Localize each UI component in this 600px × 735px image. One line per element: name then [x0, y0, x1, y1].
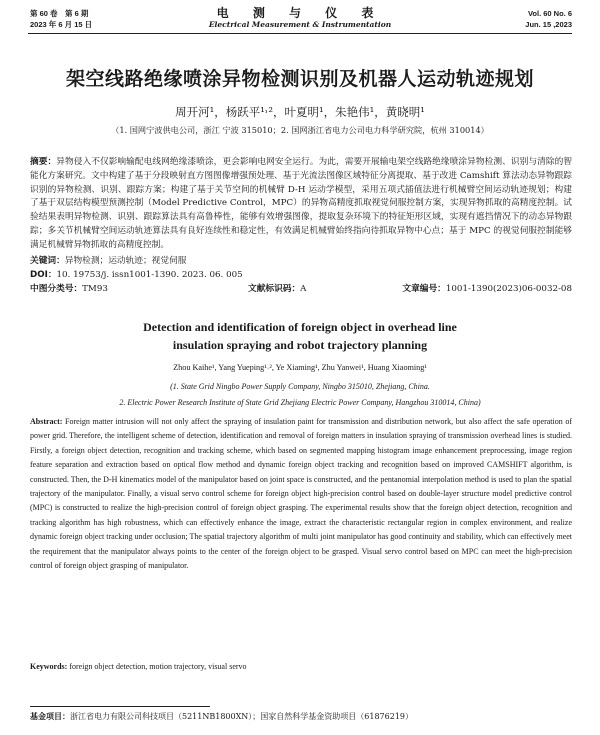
paper-title-cn: 架空线路绝缘喷涂异物检测识别及机器人运动轨迹规划 [65, 68, 534, 90]
affiliation-en-line2: 2. Electric Power Research Institute of State Grid Zhejiang Electric Power Company, Hangzhou 310014, China) [119, 398, 481, 407]
keywords-en [30, 661, 572, 673]
doi [30, 269, 243, 281]
class-number [30, 283, 108, 295]
document-code-label: 文献标识码： [248, 284, 301, 294]
article-number [402, 283, 572, 295]
abstract-en [30, 415, 572, 573]
paper-title-en-line2: insulation spraying and robot trajectory planning [172, 338, 428, 352]
authors-cn: 周开河¹，杨跃平¹˒²，叶夏明¹，朱艳伟¹，黄晓明¹ [175, 105, 425, 119]
article-number-label: 文章编号： [402, 284, 446, 294]
affiliation-en [28, 379, 572, 411]
journal-title-en: Electrical Measurement & Instrumentation [208, 20, 392, 29]
keywords-cn [30, 255, 572, 267]
funding-label: 基金项目： [30, 712, 70, 721]
keywords-en-label: Keywords: [30, 662, 68, 671]
abstract-cn [30, 156, 572, 253]
keywords-cn-label: 关键词： [30, 256, 65, 266]
keywords-cn-text: 异物检测；运动轨迹；视觉伺服 [64, 256, 187, 266]
paper-title-en-line1: Detection and identification of foreign object in overhead line [143, 320, 457, 334]
article-number-value: 1001-1390(2023)06-0032-08 [445, 284, 572, 294]
doi-label: DOI： [30, 270, 57, 280]
header-volume-en [525, 8, 572, 30]
header-volume-issue: 第 60 卷 第 6 期 [30, 9, 89, 18]
header-divider [28, 33, 572, 34]
document-code [248, 283, 306, 295]
abstract-cn-text: 异物侵入不仅影响输配电线网绝缘漆喷涂，更会影响电网安全运行。为此，需要开展输电架空线路绝缘喷涂异物检测、识别与清除的智能化方案研究。文中构建了基于分段映射直方图图像增强预处理、基于光流法图像区域特征分离提取、基于改进 Camshift 算法动态异物跟踪识别的异物检测、识别、跟踪方案；构建了基于关节空间的机械臂 D-H 运动学模型，采用五项式插值法进行机械臂空间运动轨迹规划；构建了基于双层结构模型预测控制（Model Predictive Control，MPC）的异物高精度抓取视觉伺服控制方案，实现异物抓取的高精度控制。试验结果表明异物检测、识别、跟踪算法具有高鲁棒性，能够有效增强图像，提取复杂环境下的特征矩形区域，实现有遮挡情况下的动态异物跟踪；多关节机械臂空间运动轨迹算法具有良好连续性和稳定性，有效满足机械臂始终指向待抓取异物中心点；基于 MPC 的视觉伺服控制能够满足机械臂异物抓取的高精度控制。 [30, 157, 573, 250]
class-number-label: 中图分类号： [30, 284, 83, 294]
affiliation-en-line1: (1. State Grid Ningbo Power Supply Company, Ningbo 315010, Zhejiang, China. [170, 382, 430, 391]
footnote-divider [30, 706, 210, 707]
abstract-en-label: Abstract: [30, 417, 63, 426]
document-code-value: A [300, 284, 307, 294]
authors-en: Zhou Kaihe¹, Yang Yueping¹˒², Ye Xiaming¹, Zhu Yanwei¹, Huang Xiaoming¹ [173, 363, 427, 372]
header-date-cn: 2023 年 6 月 15 日 [30, 20, 93, 29]
doi-value: 10. 19753/j. issn1001-1390. 2023. 06. 005 [56, 270, 243, 280]
header-volume-issue-en: Vol. 60 No. 6 [527, 9, 572, 18]
header-date-en: Jun. 15 ,2023 [525, 20, 572, 29]
class-number-value: TM93 [82, 284, 108, 294]
abstract-en-text: Foreign matter intrusion will not only affect the spraying of insulation paint for transmission and distribution network, but also affect the safe operation of power grid. Therefore, the intelligent scheme of detection, identification and removal of foreign matters in insulation spraying of transmission overhead lines is studied. Firstly, a foreign object detection, recognition and tracking scheme, which based on segmented mapping histogram image enhancement preprocessing, image region feature separation and extraction based on optical flow method and dynamic foreign object tracking and recognition based on improved CAMSHIFT algorithm, is constructed. Then, the D-H kinematics model of the manipulator based on joint space is constructed, and the pentanomial interpolation method is used to plan the spatial trajectory of the manipulator. Finally, a visual servo control scheme for foreign object high-precision control based on double-layer structure model predictive control (MPC) is constructed to realize the high-precision control of foreign object grasping. The experimental results show that the foreign object detection, recognition and tracking algorithm has high robustness, which can effectively enhance the image, extract the characteristic rectangular region in complex environment, and realize dynamic foreign object tracking under occlusion; The spatial trajectory algorithm of multi joint manipulator has good continuity and stability, which can effectively meet the requirement that the manipulator always points to the center of the foreign object to be grasped. Visual servo control based on MPC can meet the high-precision control of foreign object grasping of manipulator. [30, 417, 572, 571]
abstract-cn-label: 摘要： [30, 157, 57, 167]
paper-title-en [0, 318, 600, 354]
funding-text: 浙江省电力有限公司科技项目（5211NB1800XN）；国家自然科学基金资助项目（61876219） [70, 712, 414, 721]
journal-title-cn: 电 测 与 仪 表 [216, 6, 384, 20]
keywords-en-text: foreign object detection, motion trajectory, visual servo [69, 662, 247, 671]
affiliation-cn: （1. 国网宁波供电公司，浙江 宁波 315010；2. 国网浙江省电力公司电力科学研究院，杭州 310014） [111, 125, 489, 135]
funding-footnote [30, 711, 413, 722]
